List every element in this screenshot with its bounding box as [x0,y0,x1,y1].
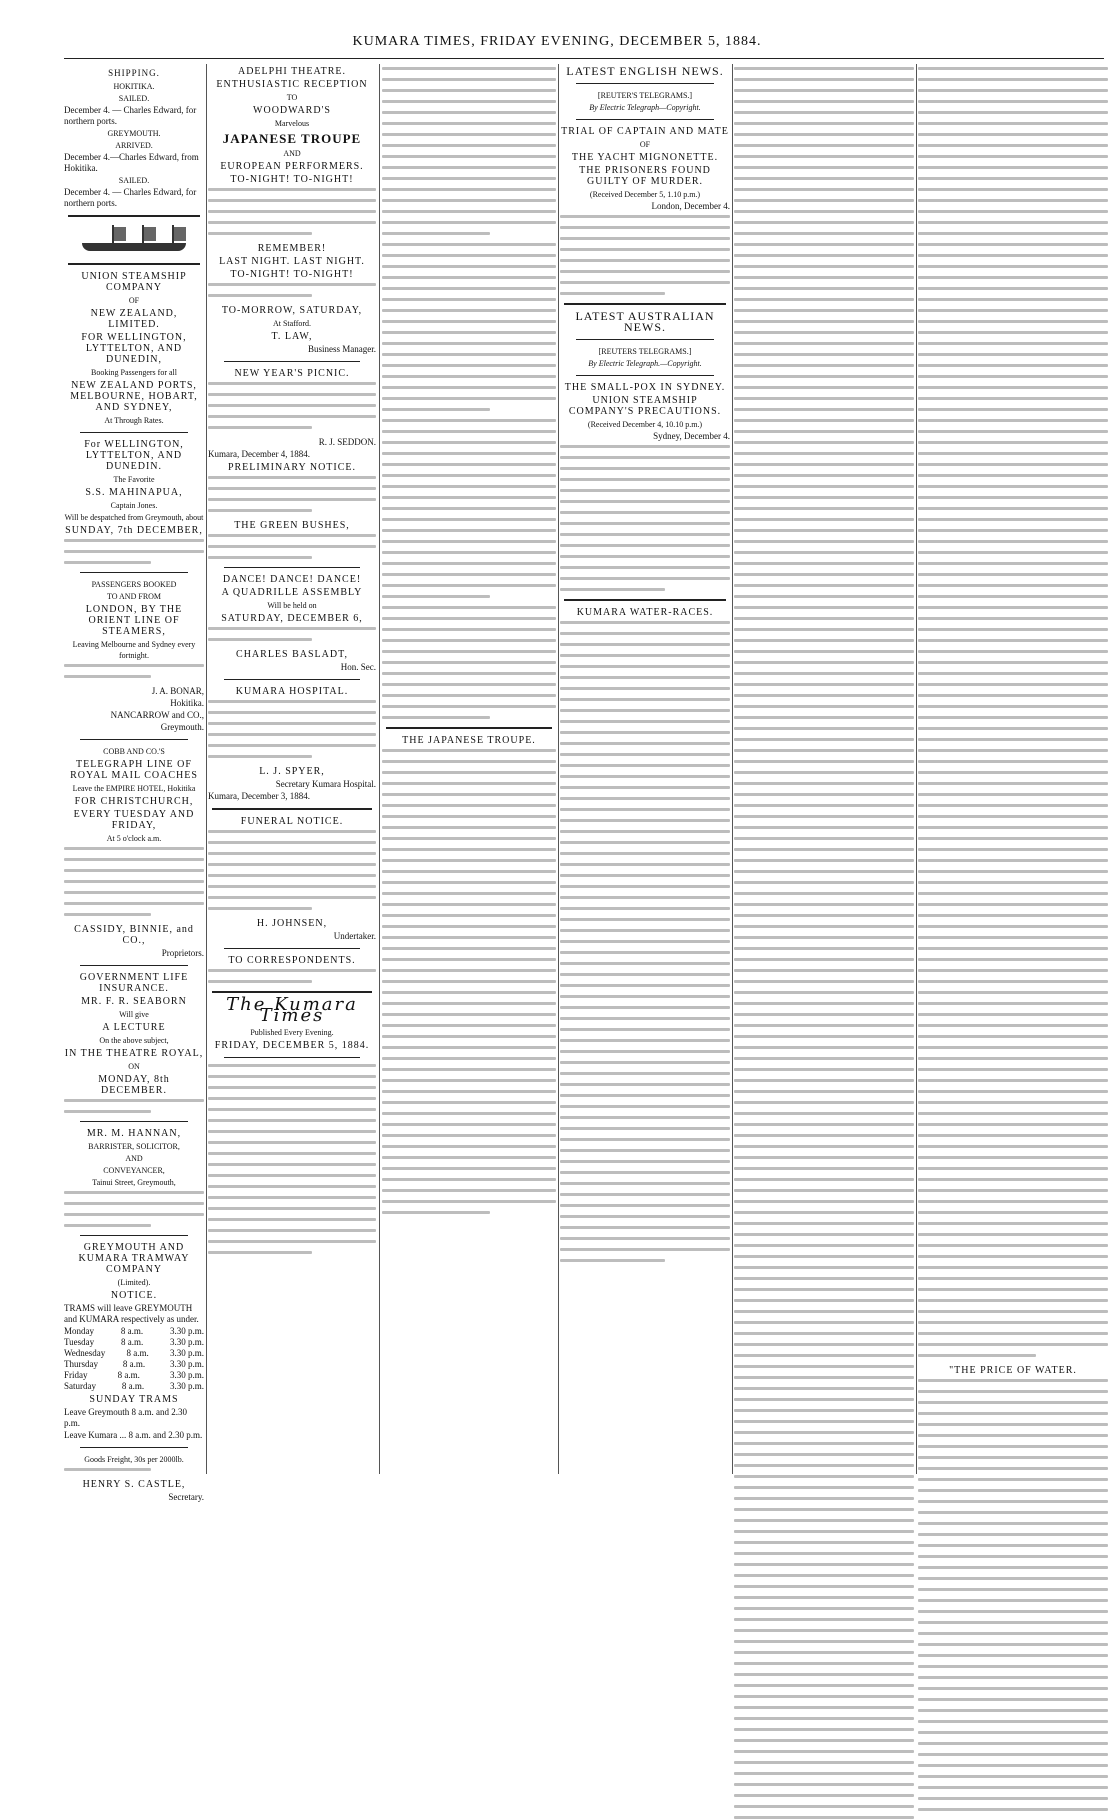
timetable-row [64,1381,204,1392]
ad-text: Kumara, December 4, 1884. [208,449,310,459]
ad-text: CONVEYANCER, [103,1166,165,1175]
article-dateline: (Received December 5, 1.10 p.m.) [589,190,701,199]
article-headline: THE JAPANESE TROUPE. [402,735,536,746]
ad-text: OF [128,296,140,305]
ad-text: ON [128,1062,140,1071]
article-byline: [REUTER'S TELEGRAMS.] [597,91,693,100]
divider [576,375,714,376]
ad-text: THE GREEN BUSHES, [234,520,350,531]
ad-text: SATURDAY, DECEMBER 6, [221,613,363,624]
ad-text: TO-NIGHT! TO-NIGHT! [230,174,354,185]
text-placeholder [64,1099,204,1113]
ad-text: EVERY TUESDAY AND FRIDAY, [73,809,195,831]
text-placeholder [208,283,376,297]
ad-text: FOR CHRISTCHURCH, [74,796,194,807]
text-placeholder [64,664,204,678]
divider [576,83,714,84]
article-byline: [REUTERS TELEGRAMS.] [598,347,692,356]
text-placeholder [560,215,730,295]
text-placeholder [208,476,376,512]
ad-text: R. J. SEDDON. [318,437,376,447]
ad-text: NOTICE. [110,1290,158,1301]
article-headline: LATEST AUSTRALIAN NEWS. [575,309,715,334]
text-placeholder [918,1379,1108,1811]
text-placeholder [64,1191,204,1227]
text-placeholder [560,445,730,591]
ad-heading: ADELPHI THEATRE. [237,66,347,77]
article-headline: UNION STEAMSHIP COMPANY'S PRECAUTIONS. [568,395,722,417]
ad-text: NEW ZEALAND, LIMITED. [90,308,178,330]
timetable-day: Wednesday [64,1348,106,1358]
column-6 [918,64,1108,1474]
text-placeholder [208,1064,376,1254]
text-placeholder [734,67,914,1819]
divider [68,215,200,217]
ad-text: HENRY S. CASTLE, [82,1479,186,1490]
text-placeholder [208,188,376,235]
ad-text: Marvelous [274,119,310,128]
ad-text: AND [125,1154,143,1163]
divider [80,432,188,433]
ad-text: CASSIDY, BINNIE, and CO., [74,924,194,946]
ad-text: SUNDAY, 7th DECEMBER, [65,525,203,536]
steamship-illustration [72,223,196,257]
section-heading: TO CORRESPONDENTS. [228,955,356,966]
article-byline: By Electric Telegraph—Copyright. [589,103,701,112]
tram-timetable [64,1326,204,1392]
column-3 [382,64,556,1474]
divider [224,361,360,362]
text-placeholder [208,969,376,983]
ad-text: A LECTURE [102,1022,166,1033]
timetable-am: 8 a.m. [122,1359,146,1369]
ad-heading: JAPANESE TROUPE [222,131,362,146]
ad-text: Goods Freight, 30s per 2000lb. [84,1455,184,1464]
ad-text: Hon. Sec. [340,662,376,672]
ad-heading: GOVERNMENT LIFE INSURANCE. [79,972,189,994]
text-placeholder [208,700,376,758]
sub-heading: SAILED. [118,94,150,103]
ad-heading: GREYMOUTH AND KUMARA TRAMWAY COMPANY [78,1242,190,1275]
timetable-am: 8 a.m. [121,1381,145,1391]
ad-text: Will be despatched from Greymouth, about [64,513,204,522]
article-headline: TRIAL OF CAPTAIN AND MATE [561,126,729,137]
timetable-day: Friday [64,1370,88,1380]
article-dateline: Sydney, December 4. [653,431,730,441]
ad-heading: UNION STEAMSHIP COMPANY [81,271,187,293]
column-divider [916,64,917,1474]
text-placeholder [64,1468,204,1471]
ad-heading: DANCE! DANCE! DANCE! [222,574,362,585]
timetable-row [64,1337,204,1348]
text-placeholder [208,830,376,910]
ad-text: Will be held on [267,601,317,610]
timetable-day: Saturday [64,1381,96,1391]
ad-text: S.S. MAHINAPUA, [85,487,183,498]
newspaper-nameplate: The Kumara Times [226,994,358,1026]
text-placeholder [918,67,1108,1357]
ad-text: Business Manager. [308,344,376,354]
timetable-day: Thursday [64,1359,98,1369]
ad-text: REMEMBER! [257,243,327,254]
ad-text: Proprietors. [161,948,204,958]
timetable-day: Tuesday [64,1337,95,1347]
ad-text: FOR WELLINGTON, LYTTELTON, AND DUNEDIN, [81,332,187,365]
ad-text: CHARLES BASLADT, [236,649,348,660]
ad-text: PASSENGERS BOOKED [91,580,177,589]
timetable-pm: 3.30 p.m. [169,1370,204,1380]
timetable-row [64,1326,204,1337]
ad-heading: TELEGRAPH LINE OF ROYAL MAIL COACHES [70,759,198,781]
timetable-am: 8 a.m. [126,1348,149,1358]
ad-text: Leave Greymouth 8 a.m. and 2.30 p.m. [64,1407,187,1428]
shipping-entry: December 4. — Charles Edward, for northern ports. [64,187,197,208]
article-headline: THE PRISONERS FOUND GUILTY OF MURDER. [579,165,711,187]
ad-text: On the above subject, [99,1036,169,1045]
ad-text: BARRISTER, SOLICITOR, [88,1142,180,1151]
ad-text: At 5 o'clock a.m. [106,834,162,843]
column-divider [206,64,207,1474]
sub-heading: SAILED. [118,176,150,185]
ad-text: At Stafford. [272,319,312,328]
divider [80,1235,188,1236]
ad-text: MONDAY, 8th DECEMBER. [98,1074,170,1096]
ad-text: NANCARROW and CO., [110,710,204,720]
column-4 [560,64,730,1474]
ad-text: Greymouth. [160,722,204,732]
sub-heading: ARRIVED. [115,141,153,150]
ad-text: ENTHUSIASTIC RECEPTION [216,79,368,90]
divider [224,567,360,568]
ad-text: TO [286,93,298,102]
timetable-day: Monday [64,1326,94,1336]
ad-text: Will give [119,1010,149,1019]
divider [212,808,372,810]
column-divider [732,64,733,1474]
divider [212,991,372,993]
ad-text: Secretary Kumara Hospital. [275,779,376,789]
divider [80,572,188,573]
article-dateline: (Received December 4, 10.10 p.m.) [587,420,703,429]
article-headline: LATEST ENGLISH NEWS. [566,64,724,78]
text-placeholder [560,621,730,1262]
article-headline: KUMARA WATER-RACES. [576,607,714,618]
ad-text: L. J. SPYER, [259,766,325,777]
timetable-pm: 3.30 p.m. [169,1326,204,1336]
ad-heading: NEW YEAR'S PICNIC. [234,368,350,379]
timetable-am: 8 a.m. [117,1370,140,1380]
ad-text: Published Every Evening. [250,1028,334,1037]
ad-text: Tainui Street, Greymouth, [92,1178,176,1187]
shipping-entry: December 4. — Charles Edward, for northern ports. [64,105,197,126]
ad-heading: MR. F. R. SEABORN [81,996,187,1007]
column-divider [379,64,380,1474]
article-headline: THE SMALL-POX IN SYDNEY. [564,382,726,393]
divider [564,599,726,601]
ad-text: Captain Jones. [110,501,158,510]
column-2 [208,64,376,1474]
ad-text: The Favorite [113,475,155,484]
timetable-row [64,1370,204,1381]
ad-text: Hokitika. [170,698,204,708]
divider [80,1121,188,1122]
ad-text: For WELLINGTON, LYTTELTON, AND DUNEDIN. [84,439,184,472]
ad-text: TRAMS will leave GREYMOUTH and KUMARA respectively as under. [64,1303,199,1324]
ad-text: SUNDAY TRAMS [89,1394,179,1405]
ad-heading: FUNERAL NOTICE. [240,816,344,827]
text-placeholder [64,539,204,564]
shipping-heading: SHIPPING. [108,68,160,78]
divider [80,965,188,966]
divider [224,948,360,949]
ad-text: A QUADRILLE ASSEMBLY [221,587,363,598]
timetable-pm: 3.30 p.m. [169,1337,204,1347]
masthead-rule [64,58,1104,59]
column-divider [558,64,559,1474]
divider [224,679,360,680]
ad-text: Booking Passengers for all [91,368,177,377]
ad-text: (Limited). [117,1278,151,1287]
timetable-pm: 3.30 p.m. [169,1359,204,1369]
divider [68,263,200,265]
ad-text: Leave Kumara ... 8 a.m. and 2.30 p.m. [64,1430,203,1440]
ad-text: Kumara, December 3, 1884. [208,791,310,801]
timetable-row [64,1359,204,1370]
ad-text: AND [283,149,301,158]
ad-text: LONDON, BY THE ORIENT LINE OF STEAMERS, [85,604,183,637]
ad-heading: MR. M. HANNAN, [86,1128,182,1139]
ad-text: Leaving Melbourne and Sydney every fortnight. [72,640,196,660]
divider [386,727,552,729]
shipping-entry: December 4.—Charles Edward, from Hokitika. [64,152,199,173]
text-placeholder [208,382,376,429]
timetable-row [64,1348,204,1359]
ad-text: LAST NIGHT. LAST NIGHT. [219,256,365,267]
column-5 [734,64,914,1474]
timetable-pm: 3.30 p.m. [169,1381,204,1391]
ad-text: EUROPEAN PERFORMERS. [220,161,364,172]
timetable-am: 8 a.m. [120,1326,144,1336]
divider [576,119,714,120]
article-headline: OF [639,140,651,149]
ad-text: TO AND FROM [106,592,162,601]
article-byline: By Electric Telegraph.—Copyright. [588,359,702,368]
article-headline: THE YACHT MIGNONETTE. [571,152,719,163]
port-heading: HOKITIKA. [113,82,155,91]
page-title: KUMARA TIMES, FRIDAY EVENING, DECEMBER 5, 1884. [352,34,762,49]
dateline: FRIDAY, DECEMBER 5, 1884. [214,1040,370,1051]
divider [80,1447,188,1448]
ad-heading: PRELIMINARY NOTICE. [227,462,357,473]
column-1 [64,64,204,1502]
ad-text: H. JOHNSEN, [256,918,328,929]
ad-text: Leave the EMPIRE HOTEL, Hokitika [72,784,196,793]
text-placeholder [382,67,556,719]
text-placeholder [382,749,556,1214]
ad-text: T. LAW, [271,331,313,342]
timetable-pm: 3.30 p.m. [169,1348,204,1358]
timetable-am: 8 a.m. [120,1337,144,1347]
divider [576,339,714,340]
ad-heading: KUMARA HOSPITAL. [235,686,349,697]
ad-text: NEW ZEALAND PORTS, MELBOURNE, HOBART, AND SYDNEY, [70,380,198,413]
ad-text: At Through Rates. [104,416,164,425]
ad-text: TO-MORROW, SATURDAY, [221,305,363,316]
ad-text: J. A. BONAR, [151,686,204,696]
ad-heading: COBB AND CO.'S [103,747,165,756]
divider [224,1057,360,1058]
article-dateline: London, December 4. [651,201,730,211]
ad-text: WOODWARD'S [253,105,331,116]
ad-text: Secretary. [168,1492,204,1502]
port-heading: GREYMOUTH. [107,129,161,138]
ad-text: TO-NIGHT! TO-NIGHT! [230,269,354,280]
section-heading: "THE PRICE OF WATER. [949,1365,1077,1376]
divider [564,303,726,305]
ad-text: IN THE THEATRE ROYAL, [64,1048,204,1059]
divider [80,739,188,740]
text-placeholder [208,627,376,641]
text-placeholder [208,534,376,559]
masthead [0,0,1114,60]
ad-text: Undertaker. [333,931,376,941]
text-placeholder [64,847,204,916]
